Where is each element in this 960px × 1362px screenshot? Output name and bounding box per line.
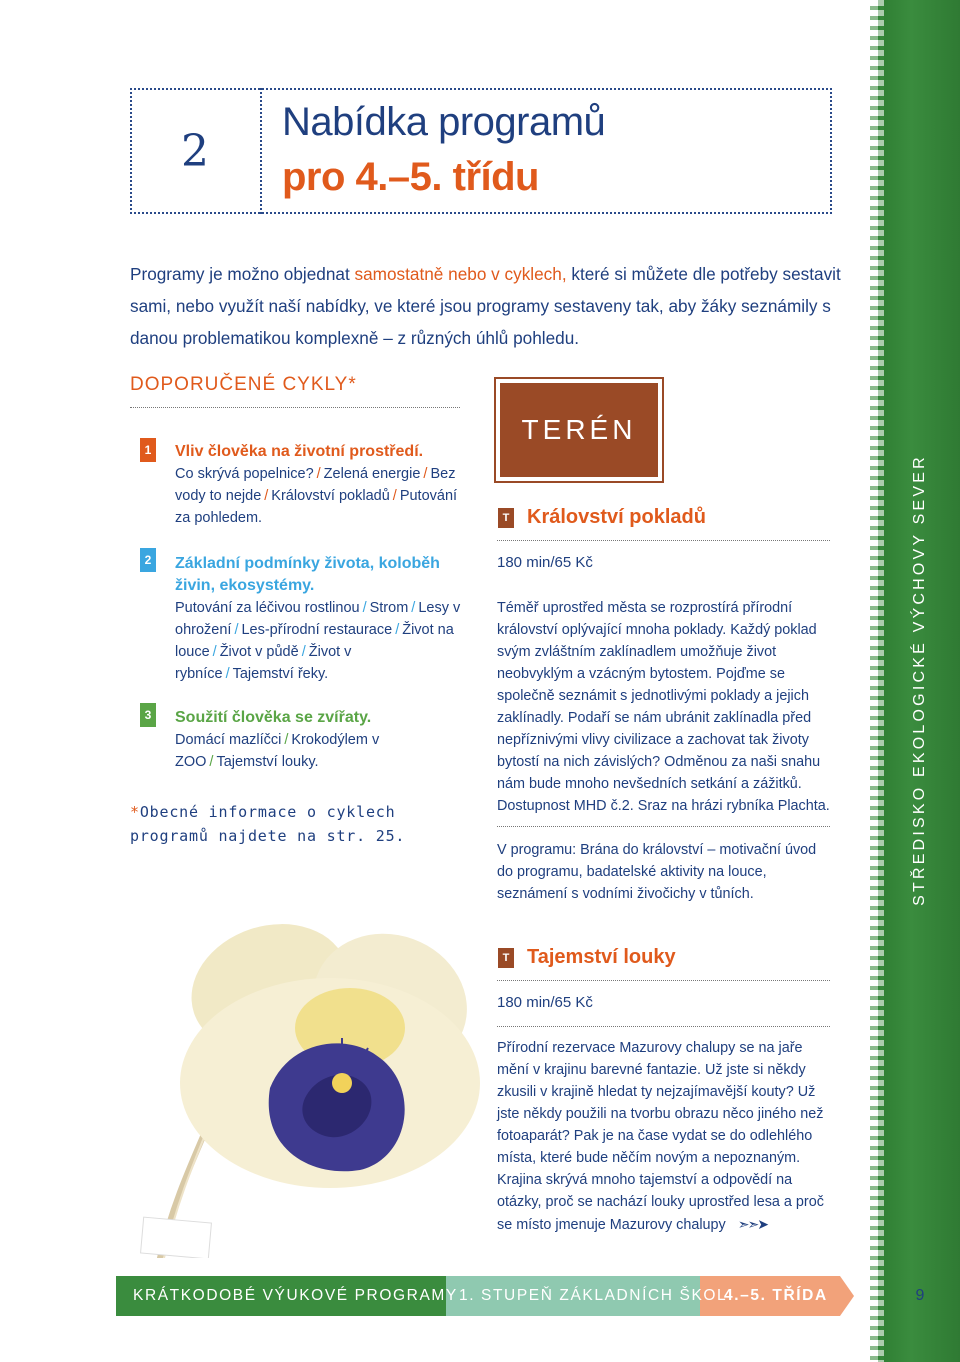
- cycle-3-title: Soužití člověka se zvířaty.: [175, 709, 372, 726]
- program-2-description: Přírodní rezervace Mazurovy chalupy se na jaře mění v krajinu barevné fantazie. Už jste si někdy zkusili v krajině hledat ty nejzajímavější kouty? Už jste někdy použili na tvorbu obrazu něco jiného než fotoaparát? Pak je na čase vydat se do odlehlého místa, které bude něčím novým a nepoznaným. Krajina skrývá mnoho tajemství a odpovědí na otázky, proč se nachází louky uprostřed lesa a proč se místo jmenuje Mazurovy chalupy: [497, 1040, 824, 1233]
- cycle-1-number: 1: [140, 438, 156, 462]
- terrain-tag-icon: T: [498, 508, 514, 528]
- program-1-access: Dostupnost MHD č.2. Sraz na hrázi rybníka Plachta.: [497, 798, 830, 814]
- cycle-2-part: Putování za léčivou rostlinou: [175, 600, 360, 616]
- program-2-rule-2: [497, 1026, 830, 1027]
- footer-text-2: 1. STUPEŇ ZÁKLADNÍCH ŠKOL: [459, 1287, 728, 1304]
- cycle-2: [175, 553, 465, 685]
- footnote-text: Obecné informace o cyklech programů najdete na str. 25.: [130, 803, 406, 845]
- cycle-2-part: Život v půdě: [219, 644, 299, 660]
- cycle-2-part: Život na louce: [175, 622, 454, 660]
- page-title-line1: Nabídka programů: [282, 100, 606, 144]
- program-1-title: Království pokladů: [527, 506, 706, 528]
- separator: /: [234, 622, 239, 638]
- separator: /: [423, 466, 428, 482]
- cycle-1-part: Bez vody to nejde: [175, 466, 456, 504]
- intro-text-2: které si můžete dle potřeby sestavit sami, nebo využít naší nabídky, ve které jsou programy sestaveny tak, aby žáky seznámily s danou problematikou komplexně – z různých úhlů pohledu.: [130, 264, 841, 348]
- cycle-3-part: Domácí mazlíčci: [175, 732, 282, 748]
- cycles-heading: DOPORUČENÉ CYKLY*: [130, 374, 357, 395]
- program-1-description: Téměř uprostřed města se rozprostírá přírodní království oplývající mnoha poklady. Každý poklad svým zvláštním zaklínadlem umožňuje život neobvyklým a vzácným bytostem. Pojďme se společně seznámit s jednotlivými poklady a jejich zaklínadly. Podaří se nám ubránit zaklínadla před nepříznivými vlivy civilizace a zachovat tak životy bytostí na nich závislých? Odměnou za naši snahu nám bude mnoho nevšedních setkání a zážitků.: [497, 600, 821, 792]
- cycle-1-part: Království pokladů: [271, 488, 390, 504]
- side-band-text: STŘEDISKO EKOLOGICKÉ VÝCHOVY SEVER: [911, 454, 928, 906]
- cycle-3: [175, 707, 435, 773]
- cycle-2-title: Základní podmínky života, koloběh živin, ekosystémy.: [175, 555, 440, 594]
- cycles-rule: [130, 407, 460, 408]
- separator: /: [301, 644, 306, 660]
- separator: /: [395, 622, 400, 638]
- separator: /: [284, 732, 289, 748]
- cycle-1: [175, 441, 465, 529]
- cycle-3-number: 3: [140, 703, 156, 727]
- footer-text-3: 4.–5. TŘÍDA: [724, 1287, 828, 1304]
- footnote-star: *: [130, 803, 140, 821]
- separator: /: [392, 488, 397, 504]
- intro-text-1: Programy je možno objednat: [130, 264, 355, 284]
- cycle-1-part: Zelená energie: [323, 466, 421, 482]
- side-band-label: [860, 454, 960, 906]
- program-1-note: V programu: Brána do království – motivační úvod do programu, badatelské aktivity na louce, seznámení s vodními živočichy v tůních.: [497, 842, 817, 902]
- cycle-1-part: Co skrývá popelnice?: [175, 466, 314, 482]
- chapter-number: 2: [181, 125, 209, 177]
- cycle-2-number: 2: [140, 548, 156, 572]
- cycle-2-part: Tajemství řeky.: [232, 666, 329, 682]
- terrain-tag-icon: T: [498, 948, 514, 968]
- separator: /: [209, 754, 214, 770]
- cycle-1-body: [175, 463, 465, 529]
- cycle-2-part: Strom: [369, 600, 409, 616]
- program-2-meta: 180 min/65 Kč: [497, 994, 593, 1011]
- intro-highlight: samostatně nebo v cyklech,: [354, 264, 567, 284]
- cycle-2-part: Lesy v ohrožení: [175, 600, 461, 638]
- program-2-title: Tajemství louky: [527, 946, 676, 968]
- footer-text-1: KRÁTKODOBÉ VÝUKOVÉ PROGRAMY: [133, 1287, 458, 1304]
- page-number: 9: [915, 1287, 925, 1304]
- footer-segment-3-tip: [840, 1276, 854, 1316]
- cycle-2-part: Život v rybníce: [175, 644, 352, 682]
- separator: /: [411, 600, 416, 616]
- intro-paragraph: [130, 258, 842, 354]
- cycle-3-part: Krokodýlem v ZOO: [175, 732, 380, 770]
- program-1-rule-2: [497, 826, 830, 827]
- pansy-flower-illustration: [120, 908, 480, 1258]
- program-1-meta: 180 min/65 Kč: [497, 554, 593, 571]
- teren-stamp: TERÉN: [500, 383, 658, 477]
- page-title-line2: pro 4.–5. třídu: [282, 155, 539, 199]
- separator: /: [264, 488, 269, 504]
- cycle-1-part: Putování za pohledem.: [175, 488, 458, 526]
- program-1-rule: [497, 540, 830, 541]
- separator: /: [316, 466, 321, 482]
- program-2-rule: [497, 980, 830, 981]
- cycle-2-part: Les-přírodní restaurace: [241, 622, 393, 638]
- cycle-3-body: [175, 729, 435, 773]
- separator: /: [225, 666, 230, 682]
- continue-arrow-icon: ➣➣➤: [737, 1216, 767, 1232]
- header-divider: [260, 88, 262, 214]
- cycle-3-part: Tajemství louky.: [216, 754, 319, 770]
- separator: /: [212, 644, 217, 660]
- cycles-footnote: [130, 800, 450, 848]
- cycle-2-body: [175, 597, 465, 685]
- separator: /: [362, 600, 367, 616]
- program-2-body: [497, 1037, 832, 1236]
- cycle-1-title: Vliv člověka na životní prostředí.: [175, 443, 424, 460]
- program-1-body: [497, 597, 832, 817]
